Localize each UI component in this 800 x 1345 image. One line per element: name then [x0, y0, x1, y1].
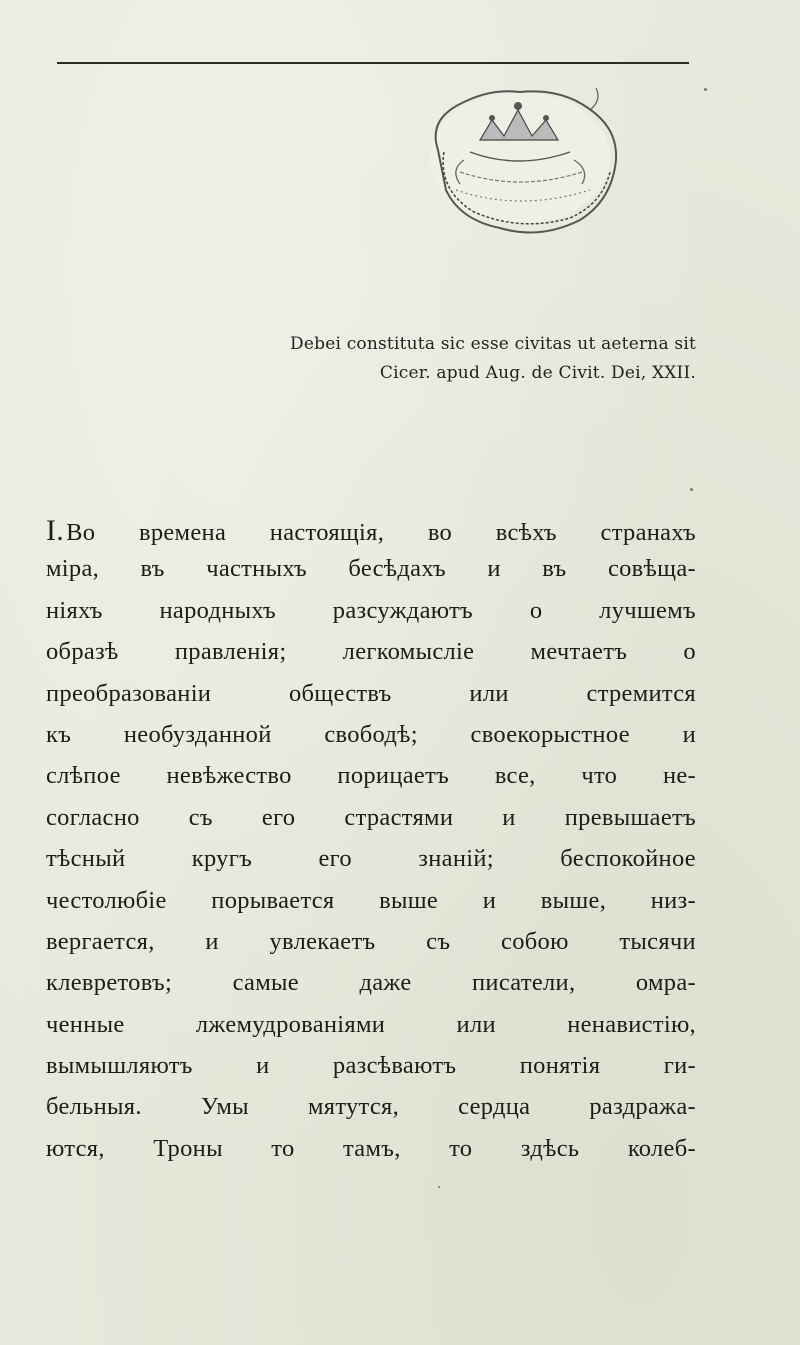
epigraph-line-1: Debei constituta sic esse civitas ut aeterna sit — [290, 334, 696, 354]
word: тѣсный — [46, 845, 126, 873]
word: его — [318, 845, 352, 873]
word: Умы — [200, 1093, 249, 1121]
word: ніяхъ — [46, 596, 103, 624]
word: вергается, — [46, 927, 155, 955]
word: и — [487, 555, 501, 583]
word: во — [427, 519, 453, 546]
word: въ — [140, 555, 165, 583]
word: выше, — [540, 886, 607, 914]
word: разсуждаютъ — [332, 596, 474, 624]
word: и — [502, 803, 516, 831]
word: понятія — [519, 1052, 601, 1080]
paragraph-line — [46, 638, 696, 679]
word: омра- — [635, 969, 696, 997]
word: собою — [501, 927, 569, 955]
paragraph-line — [46, 1052, 696, 1093]
word: увлекаетъ — [269, 927, 376, 955]
word: времена — [138, 519, 227, 546]
word: народныхъ — [159, 596, 276, 624]
word: кругъ — [191, 845, 253, 873]
crown-vignette-icon — [420, 80, 630, 240]
paragraph-line — [46, 1135, 696, 1176]
word: то — [449, 1134, 473, 1162]
word: согласно — [46, 803, 140, 831]
word: его — [261, 803, 296, 831]
word: или — [469, 679, 509, 707]
word: лучшемъ — [599, 596, 696, 624]
paragraph-line — [46, 555, 696, 596]
paragraph-line — [46, 514, 696, 555]
word: съ — [188, 803, 213, 831]
word: легкомысліе — [342, 638, 475, 666]
word: не- — [662, 762, 696, 790]
word: странахъ — [600, 519, 696, 546]
word: ченные — [46, 1010, 125, 1038]
word: правленія; — [174, 638, 287, 666]
paragraph-line — [46, 597, 696, 638]
word: обществъ — [288, 679, 392, 707]
word: что — [581, 762, 618, 790]
word: раздража- — [589, 1093, 696, 1121]
word: преобразованіи — [46, 679, 212, 707]
word: невѣжество — [166, 762, 292, 790]
paragraph-body — [46, 514, 696, 1176]
word: беспокойное — [560, 845, 696, 873]
word: низ- — [650, 886, 696, 914]
word: ются, — [46, 1134, 105, 1162]
paragraph-line — [46, 762, 696, 803]
epigraph-line-2: Cicer. apud Aug. de Civit. Dei, XXII. — [379, 363, 696, 383]
paragraph-line — [46, 969, 696, 1010]
word: образѣ — [46, 638, 119, 666]
word: разсѣваютъ — [332, 1052, 457, 1080]
word: и — [482, 886, 497, 914]
paragraph-line — [46, 845, 696, 886]
header-rule — [57, 62, 689, 64]
word: колеб- — [627, 1134, 696, 1162]
word: стремится — [586, 679, 696, 707]
paragraph-line — [46, 1011, 696, 1052]
word: самые — [232, 969, 299, 997]
paragraph-line — [46, 1093, 696, 1134]
epigraph — [290, 330, 696, 388]
word: съ — [426, 927, 451, 955]
word: ги- — [663, 1052, 696, 1080]
word: даже — [359, 969, 412, 997]
word: порицаетъ — [337, 762, 450, 790]
paragraph-line — [46, 804, 696, 845]
section-number: I. — [46, 514, 65, 547]
word: тамъ, — [342, 1134, 401, 1162]
word: тысячи — [619, 927, 696, 955]
paper-speck — [704, 88, 707, 91]
paragraph-line — [46, 721, 696, 762]
word: частныхъ — [206, 555, 307, 583]
first-word-group — [46, 514, 95, 548]
word: и — [256, 1052, 270, 1080]
word: выше — [379, 886, 439, 914]
word: или — [456, 1010, 496, 1038]
paragraph-line — [46, 928, 696, 969]
word: сердца — [458, 1093, 531, 1121]
word: въ — [542, 555, 567, 583]
word: совѣща- — [607, 555, 696, 583]
word: превышаетъ — [564, 803, 696, 831]
word: страстями — [344, 803, 454, 831]
word: знаній; — [418, 845, 494, 873]
word: и — [682, 720, 696, 748]
word: о — [683, 638, 696, 666]
word: своекорыстное — [470, 720, 630, 748]
word: Во — [66, 519, 96, 546]
word: свободѣ; — [324, 720, 418, 748]
word: вымышляютъ — [46, 1052, 193, 1080]
word: бельныя. — [46, 1093, 142, 1121]
word: честолюбіе — [46, 886, 167, 914]
paragraph-line — [46, 887, 696, 928]
word: то — [271, 1134, 295, 1162]
word: все, — [494, 762, 536, 790]
paper-speck — [690, 488, 693, 491]
word: лжемудрованіями — [195, 1010, 386, 1038]
word: о — [529, 596, 543, 624]
word: здѣсь — [520, 1134, 580, 1162]
word: и — [205, 927, 219, 955]
word: клевретовъ; — [46, 969, 173, 997]
word: мечтаетъ — [530, 638, 628, 666]
word: міра, — [46, 555, 100, 583]
word: необузданной — [123, 720, 272, 748]
word: къ — [46, 720, 72, 748]
word: ненавистію, — [567, 1010, 696, 1038]
paper-speck — [438, 1186, 440, 1188]
word: настоящія, — [269, 519, 385, 546]
word: бесѣдахъ — [348, 555, 446, 583]
word: слѣпое — [46, 762, 121, 790]
paragraph-line — [46, 680, 696, 721]
word: порывается — [211, 886, 335, 914]
word: всѣхъ — [495, 519, 557, 546]
word: Троны — [153, 1134, 223, 1162]
word: мятутся, — [307, 1093, 400, 1121]
word: писатели, — [472, 969, 576, 997]
